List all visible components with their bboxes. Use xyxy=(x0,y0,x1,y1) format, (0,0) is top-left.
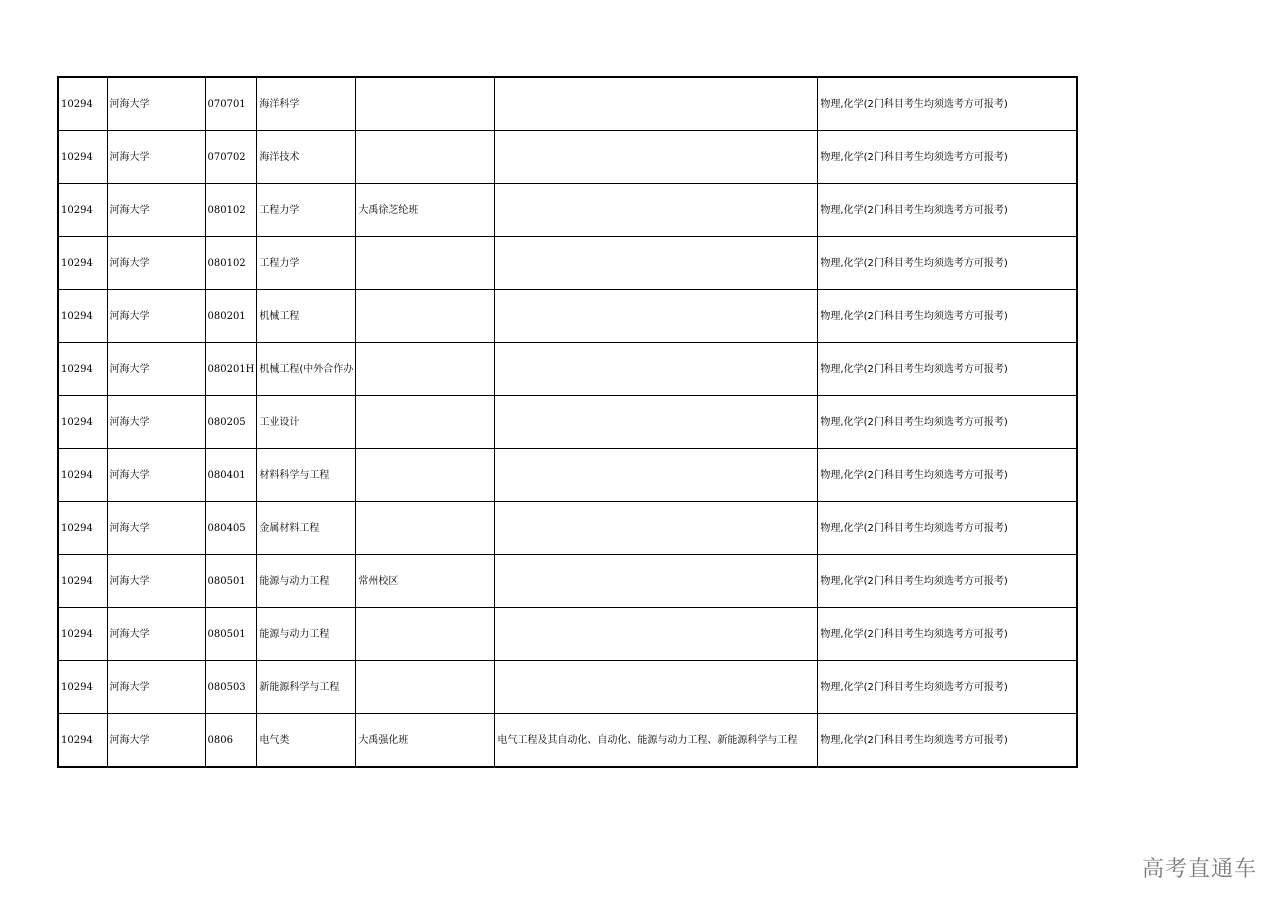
cell-class-note xyxy=(356,237,495,290)
cell-major-code: 070702 xyxy=(205,131,257,184)
cell-subject-requirement: 物理,化学(2门科目考生均须选考方可报考) xyxy=(818,184,1077,237)
cell-subject-requirement: 物理,化学(2门科目考生均须选考方可报考) xyxy=(818,449,1077,502)
cell-school-code: 10294 xyxy=(58,502,107,555)
cell-major-code: 080401 xyxy=(205,449,257,502)
cell-included-majors xyxy=(495,449,818,502)
cell-school-code: 10294 xyxy=(58,714,107,768)
cell-school-name: 河海大学 xyxy=(107,131,205,184)
table-row xyxy=(58,77,1077,131)
cell-major-code: 070701 xyxy=(205,77,257,131)
cell-school-name: 河海大学 xyxy=(107,77,205,131)
table-row xyxy=(58,131,1077,184)
cell-class-note xyxy=(356,502,495,555)
cell-school-name: 河海大学 xyxy=(107,343,205,396)
cell-major-code: 080501 xyxy=(205,555,257,608)
cell-class-note: 大禹强化班 xyxy=(356,714,495,768)
table-row xyxy=(58,608,1077,661)
table-row xyxy=(58,555,1077,608)
table-row xyxy=(58,502,1077,555)
cell-school-code: 10294 xyxy=(58,290,107,343)
cell-included-majors xyxy=(495,502,818,555)
cell-school-name: 河海大学 xyxy=(107,237,205,290)
cell-major-name: 金属材料工程 xyxy=(257,502,356,555)
table-row xyxy=(58,449,1077,502)
cell-school-name: 河海大学 xyxy=(107,184,205,237)
cell-school-code: 10294 xyxy=(58,661,107,714)
cell-major-code: 080205 xyxy=(205,396,257,449)
cell-major-name: 工程力学 xyxy=(257,184,356,237)
cell-major-code: 080102 xyxy=(205,237,257,290)
cell-subject-requirement: 物理,化学(2门科目考生均须选考方可报考) xyxy=(818,661,1077,714)
cell-school-code: 10294 xyxy=(58,396,107,449)
table-row xyxy=(58,714,1077,768)
table-row xyxy=(58,290,1077,343)
cell-included-majors: 电气工程及其自动化、自动化、能源与动力工程、新能源科学与工程 xyxy=(495,714,818,768)
cell-major-name: 海洋技术 xyxy=(257,131,356,184)
cell-included-majors xyxy=(495,343,818,396)
cell-subject-requirement: 物理,化学(2门科目考生均须选考方可报考) xyxy=(818,237,1077,290)
table-row xyxy=(58,661,1077,714)
cell-major-code: 080405 xyxy=(205,502,257,555)
cell-class-note xyxy=(356,396,495,449)
cell-class-note xyxy=(356,77,495,131)
cell-class-note xyxy=(356,343,495,396)
cell-included-majors xyxy=(495,396,818,449)
cell-subject-requirement: 物理,化学(2门科目考生均须选考方可报考) xyxy=(818,608,1077,661)
cell-included-majors xyxy=(495,555,818,608)
cell-school-code: 10294 xyxy=(58,449,107,502)
cell-school-name: 河海大学 xyxy=(107,396,205,449)
cell-major-code: 080201 xyxy=(205,290,257,343)
cell-included-majors xyxy=(495,661,818,714)
cell-school-code: 10294 xyxy=(58,555,107,608)
cell-class-note xyxy=(356,608,495,661)
table-row xyxy=(58,343,1077,396)
cell-major-code: 0806 xyxy=(205,714,257,768)
cell-major-name: 海洋科学 xyxy=(257,77,356,131)
cell-major-name: 能源与动力工程 xyxy=(257,608,356,661)
cell-class-note: 常州校区 xyxy=(356,555,495,608)
cell-subject-requirement: 物理,化学(2门科目考生均须选考方可报考) xyxy=(818,77,1077,131)
cell-school-code: 10294 xyxy=(58,184,107,237)
cell-subject-requirement: 物理,化学(2门科目考生均须选考方可报考) xyxy=(818,290,1077,343)
cell-included-majors xyxy=(495,131,818,184)
table-row xyxy=(58,184,1077,237)
cell-school-name: 河海大学 xyxy=(107,449,205,502)
cell-school-code: 10294 xyxy=(58,343,107,396)
cell-school-code: 10294 xyxy=(58,131,107,184)
cell-included-majors xyxy=(495,184,818,237)
cell-school-name: 河海大学 xyxy=(107,608,205,661)
cell-included-majors xyxy=(495,237,818,290)
cell-major-name: 机械工程 xyxy=(257,290,356,343)
cell-subject-requirement: 物理,化学(2门科目考生均须选考方可报考) xyxy=(818,343,1077,396)
cell-class-note xyxy=(356,131,495,184)
cell-subject-requirement: 物理,化学(2门科目考生均须选考方可报考) xyxy=(818,502,1077,555)
cell-major-name: 工业设计 xyxy=(257,396,356,449)
cell-class-note xyxy=(356,449,495,502)
admission-requirements-table xyxy=(57,76,1078,768)
cell-included-majors xyxy=(495,608,818,661)
cell-school-name: 河海大学 xyxy=(107,502,205,555)
cell-school-name: 河海大学 xyxy=(107,714,205,768)
cell-school-name: 河海大学 xyxy=(107,555,205,608)
cell-subject-requirement: 物理,化学(2门科目考生均须选考方可报考) xyxy=(818,131,1077,184)
cell-subject-requirement: 物理,化学(2门科目考生均须选考方可报考) xyxy=(818,396,1077,449)
cell-class-note: 大禹徐芝纶班 xyxy=(356,184,495,237)
cell-major-name: 新能源科学与工程 xyxy=(257,661,356,714)
cell-class-note xyxy=(356,661,495,714)
cell-school-name: 河海大学 xyxy=(107,290,205,343)
cell-school-name: 河海大学 xyxy=(107,661,205,714)
watermark-text: 高考直通车 xyxy=(1142,857,1258,882)
cell-major-name: 机械工程(中外合作办 xyxy=(257,343,356,396)
table-row xyxy=(58,237,1077,290)
cell-subject-requirement: 物理,化学(2门科目考生均须选考方可报考) xyxy=(818,714,1077,768)
cell-included-majors xyxy=(495,290,818,343)
cell-school-code: 10294 xyxy=(58,608,107,661)
cell-major-name: 工程力学 xyxy=(257,237,356,290)
table-row xyxy=(58,396,1077,449)
cell-major-code: 080501 xyxy=(205,608,257,661)
table-body xyxy=(58,77,1077,767)
cell-class-note xyxy=(356,290,495,343)
cell-school-code: 10294 xyxy=(58,237,107,290)
cell-subject-requirement: 物理,化学(2门科目考生均须选考方可报考) xyxy=(818,555,1077,608)
cell-major-name: 电气类 xyxy=(257,714,356,768)
cell-school-code: 10294 xyxy=(58,77,107,131)
cell-major-code: 080201H xyxy=(205,343,257,396)
cell-major-code: 080503 xyxy=(205,661,257,714)
cell-included-majors xyxy=(495,77,818,131)
cell-major-name: 材料科学与工程 xyxy=(257,449,356,502)
cell-major-name: 能源与动力工程 xyxy=(257,555,356,608)
cell-major-code: 080102 xyxy=(205,184,257,237)
